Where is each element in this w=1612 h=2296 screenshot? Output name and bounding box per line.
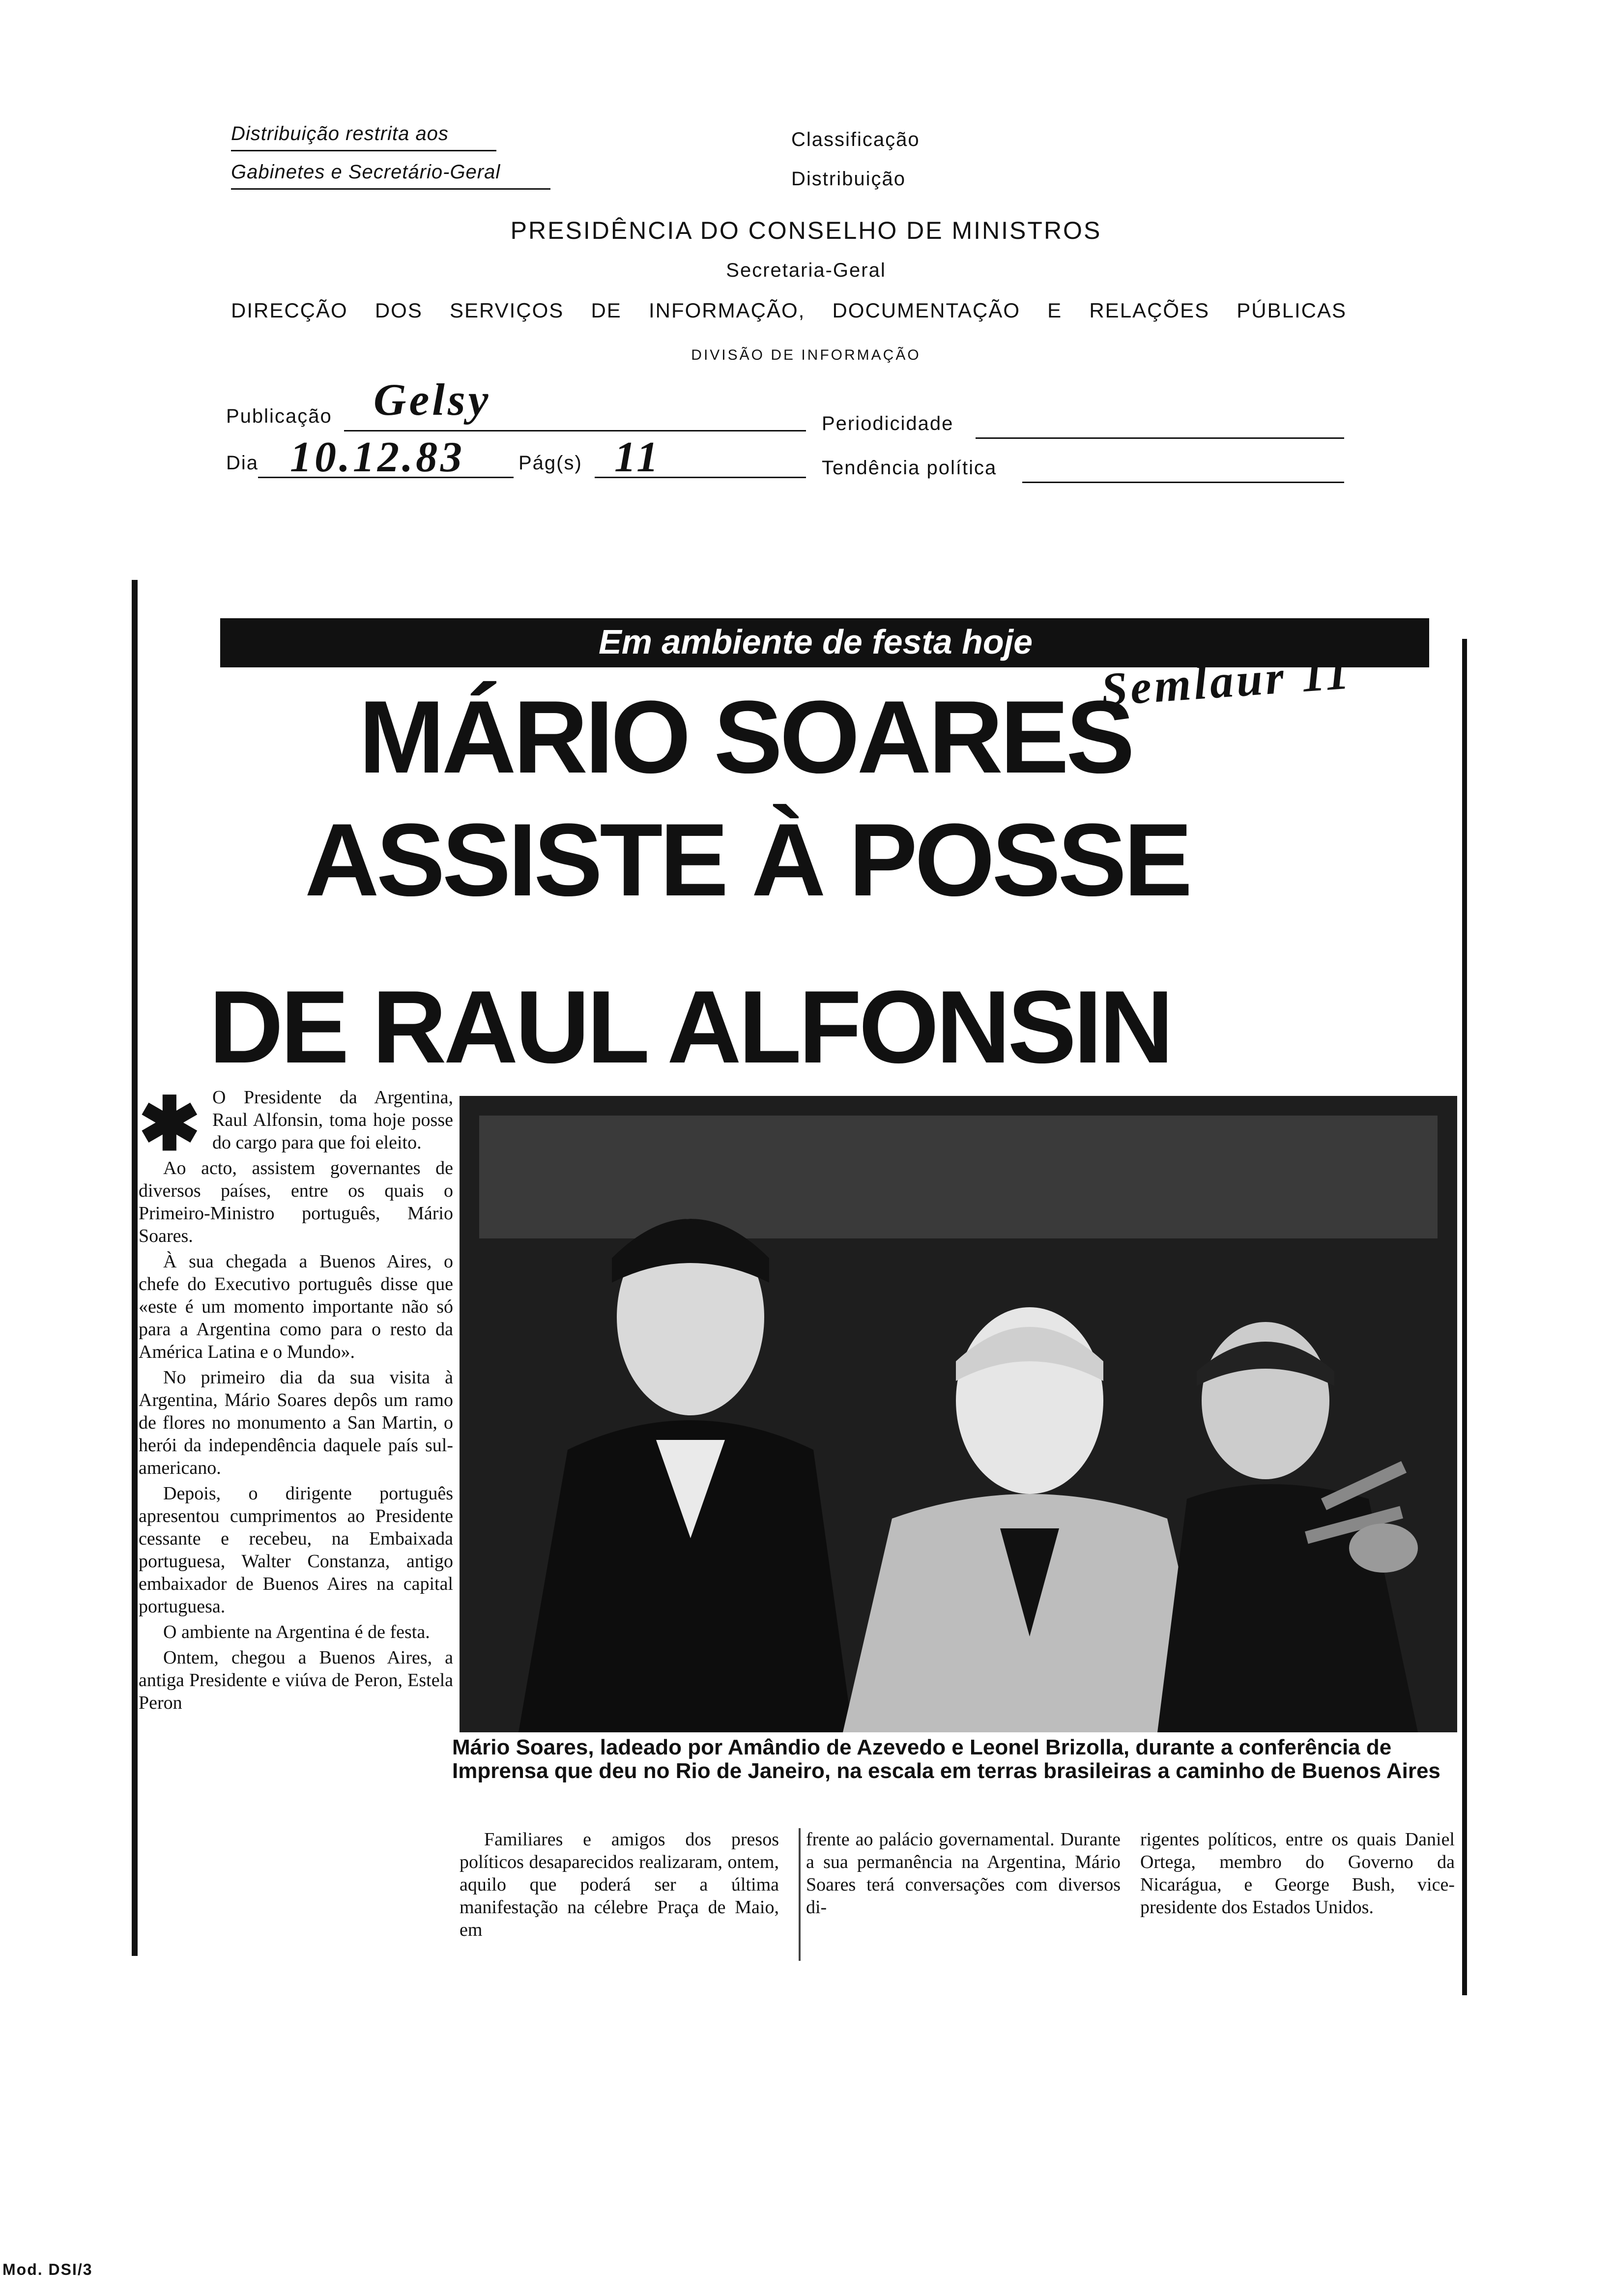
col1-paragraph: No primeiro dia da sua visita à Argentina, Mário Soares depôs um ramo de flores no monumento a San Martin, o herói da independência daquele país sul-americano. bbox=[139, 1367, 453, 1478]
day-label: Dia bbox=[226, 452, 259, 474]
article-column-2 bbox=[460, 1828, 779, 1961]
publication-label: Publicação bbox=[226, 405, 332, 427]
tendency-label: Tendência política bbox=[822, 457, 997, 479]
distribution-underline-2 bbox=[231, 188, 550, 190]
clipping-right-border bbox=[1462, 639, 1467, 1995]
kicker-text: Em ambiente de festa hoje bbox=[599, 623, 1033, 661]
division: DIVISÃO DE INFORMAÇÃO bbox=[691, 347, 921, 363]
col3-paragraph: frente ao palácio governamental. Durante a sua permanência na Argentina, Mário Soares terá conversações com diversos di- bbox=[806, 1829, 1121, 1918]
col1-paragraph: Depois, o dirigente português apresentou cumprimentos ao Presidente cessante e recebeu, na Embaixada portuguesa, Walter Constanza, antigo embaixador de Buenos Aires na capital portuguesa. bbox=[139, 1483, 453, 1617]
distribution-label: Distribuição bbox=[791, 168, 906, 190]
org-subtitle: Secretaria-Geral bbox=[726, 259, 886, 281]
directorate: DIRECÇÃO DOS SERVIÇOS DE INFORMAÇÃO, DOCUMENTAÇÃO E RELAÇÕES PÚBLICAS bbox=[231, 299, 1347, 322]
col1-paragraph: Ontem, chegou a Buenos Aires, a antiga Presidente e viúva de Peron, Estela Peron bbox=[139, 1647, 453, 1713]
form-model-code: Mod. DSI/3 bbox=[2, 2261, 93, 2278]
clipping-left-border bbox=[132, 580, 138, 1956]
photo-caption: Mário Soares, ladeado por Amândio de Azevedo e Leonel Brizolla, durante a conferência de Imprensa que deu no Rio de Janeiro, na escala em terras brasileiras a caminho de Buenos Aires bbox=[452, 1735, 1440, 1783]
periodicity-field-line bbox=[976, 437, 1344, 439]
news-photo bbox=[460, 1096, 1457, 1732]
publication-field-line bbox=[344, 430, 806, 431]
col1-paragraph: À sua chegada a Buenos Aires, o chefe do Executivo português disse que «este é um momento importante não só para a Argentina como para o resto da América Latina e o Mundo». bbox=[139, 1251, 453, 1362]
article-column-4 bbox=[1140, 1828, 1455, 1985]
distribution-underline-1 bbox=[231, 150, 496, 151]
periodicity-label: Periodicidade bbox=[822, 413, 954, 434]
asterisk-icon: ✱ bbox=[139, 1083, 201, 1165]
pages-value: 11 bbox=[614, 433, 662, 481]
col4-paragraph: rigentes políticos, entre os quais Daniel Ortega, membro do Governo da Nicarágua, e George Bush, vice-presidente dos Estados Unidos. bbox=[1140, 1829, 1455, 1918]
org-title: PRESIDÊNCIA DO CONSELHO DE MINISTROS bbox=[510, 217, 1102, 244]
col1-paragraph: O Presidente da Argentina, Raul Alfonsin, toma hoje posse do cargo para que foi eleito. bbox=[212, 1087, 453, 1153]
classification-label: Classificação bbox=[791, 129, 920, 150]
article-column-3 bbox=[806, 1828, 1121, 1961]
distribution-line1: Distribuição restrita aos bbox=[231, 123, 449, 144]
col1-paragraph: O ambiente na Argentina é de festa. bbox=[163, 1622, 430, 1642]
headline-line1: MÁRIO SOARES bbox=[359, 679, 1132, 795]
column-divider bbox=[799, 1828, 801, 1961]
news-photo-illustration bbox=[460, 1096, 1457, 1732]
distribution-line2: Gabinetes e Secretário-Geral bbox=[231, 161, 501, 183]
col1-paragraph: Ao acto, assistem governantes de diversos países, entre os quais o Primeiro-Ministro português, Mário Soares. bbox=[139, 1158, 453, 1246]
headline-line3: DE RAUL ALFONSIN bbox=[209, 969, 1171, 1085]
handwritten-annotation: Semlaur 11 bbox=[1099, 646, 1353, 716]
publication-value: Gelsy bbox=[374, 374, 491, 425]
tendency-field-line bbox=[1022, 482, 1344, 483]
pages-label: Pág(s) bbox=[518, 452, 582, 474]
col2-paragraph: Familiares e amigos dos presos políticos desaparecidos realizaram, ontem, aquilo que poderá ser a última manifestação na célebre Praça de Maio, em bbox=[460, 1829, 779, 1940]
day-value: 10.12.83 bbox=[290, 433, 465, 481]
headline-line2: ASSISTE À POSSE bbox=[305, 802, 1190, 918]
article-column-1 bbox=[139, 1083, 453, 1961]
